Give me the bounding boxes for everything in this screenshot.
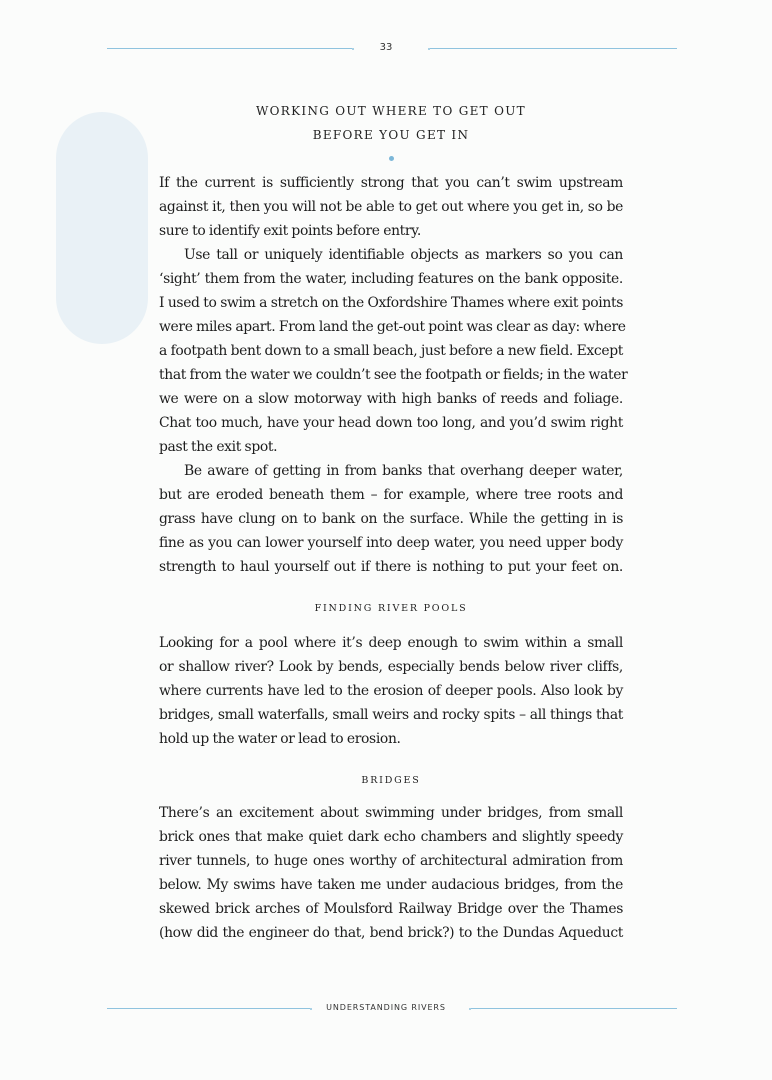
body-line: or shallow river? Look by bends, especially bends below river cliffs, [159,659,623,675]
section-heading-line-2: BEFORE YOU GET IN [312,128,470,142]
body-line: that from the water we couldn’t see the footpath or fields; in the water [159,367,628,383]
body-line: a footpath bent down to a small beach, just before a new field. Except [159,343,623,359]
page-number: 33 [379,42,393,53]
body-line: brick ones that make quiet dark echo chambers and slightly speedy [159,829,623,845]
side-tab-decoration [56,112,148,344]
body-line: bridges, small waterfalls, small weirs and rocky spits – all things that [159,707,623,723]
body-line: where currents have led to the erosion of deeper pools. Also look by [159,683,623,699]
body-line: Chat too much, have your head down too long, and you’d swim right [159,415,623,431]
body-line: were miles apart. From land the get-out point was clear as day: where [159,319,626,335]
subheading-bridges: BRIDGES [361,775,421,786]
body-line: skewed brick arches of Moulsford Railway Bridge over the Thames [159,901,623,917]
body-line: If the current is sufficiently strong that you can’t swim upstream [159,175,623,191]
section-heading-line-1: WORKING OUT WHERE TO GET OUT [256,104,526,118]
body-line: but are eroded beneath them – for example, where tree roots and [159,487,623,503]
body-line: river tunnels, to huge ones worthy of architectural admiration from [159,853,623,869]
body-line: ‘sight’ them from the water, including features on the bank opposite. [159,271,623,287]
body-line: fine as you can lower yourself into deep water, you need upper body [159,535,623,551]
body-line: Looking for a pool where it’s deep enough to swim within a small [159,635,623,651]
body-line: Use tall or uniquely identifiable objects as markers so you can [184,247,623,263]
body-line: Be aware of getting in from banks that overhang deeper water, [184,463,623,479]
subheading-finding-river-pools: FINDING RIVER POOLS [314,603,468,614]
body-line: (how did the engineer do that, bend brick?) to the Dundas Aqueduct [159,925,623,941]
body-line: There’s an excitement about swimming under bridges, from small [159,805,623,821]
body-line: hold up the water or lead to erosion. [159,731,401,747]
body-line: against it, then you will not be able to get out where you get in, so be [159,199,623,215]
running-footer: UNDERSTANDING RIVERS [326,1003,446,1012]
body-line: we were on a slow motorway with high banks of reeds and foliage. [159,391,623,407]
heading-ornament-dot [389,156,394,161]
body-line: grass have clung on to bank on the surface. While the getting in is [159,511,623,527]
body-line: past the exit spot. [159,439,278,455]
body-line: I used to swim a stretch on the Oxfordshire Thames where exit points [159,295,623,311]
body-line: strength to haul yourself out if there is nothing to put your feet on. [159,559,623,575]
body-line: below. My swims have taken me under audacious bridges, from the [159,877,623,893]
body-line: sure to identify exit points before entry. [159,223,421,239]
